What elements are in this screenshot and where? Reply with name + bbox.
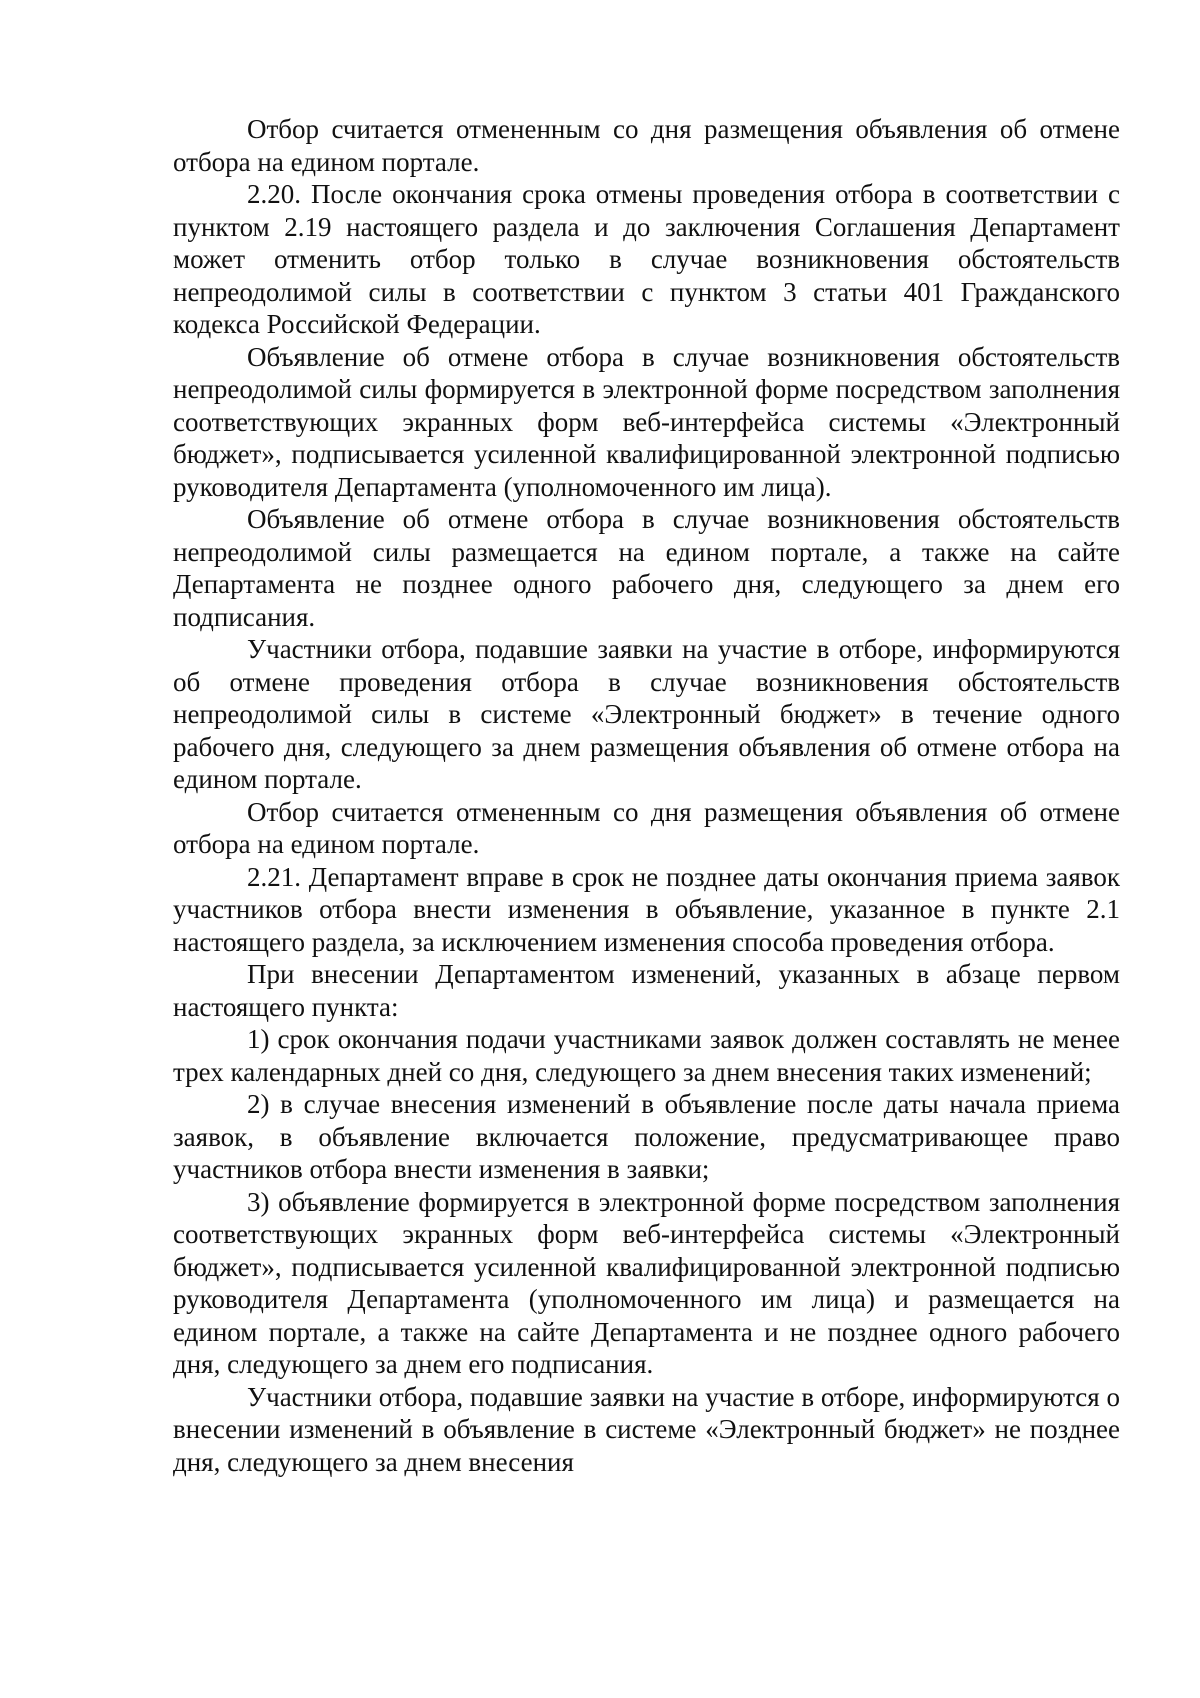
paragraph-selection-cancelled: Отбор считается отмененным со дня размещения объявления об отмене отбора на едином портале. xyxy=(173,114,1120,177)
paragraph-participants-informed-changes: Участники отбора, подавшие заявки на участие в отборе, информируются о внесении изменений в объявление в системе «Электронный бюджет» не позднее дня, следующего за днем внесения xyxy=(173,1381,1120,1477)
paragraph-changes-intro: При внесении Департаментом изменений, указанных в абзаце первом настоящего пункта: xyxy=(173,959,1120,1022)
paragraph-selection-cancelled-repeat: Отбор считается отмененным со дня размещения объявления об отмене отбора на едином портале. xyxy=(173,796,1120,859)
paragraph-cancellation-notice-publication: Объявление об отмене отбора в случае возникновения обстоятельств непреодолимой силы размещается на едином портале, а также на сайте Департамента не позднее одного рабочего дня, следующего за днем его подписания. xyxy=(173,504,1120,632)
list-item-3: 3) объявление формируется в электронной форме посредством заполнения соответствующих экранных форм веб-интерфейса системы «Электронный бюджет», подписывается усиленной квалифицированной электронной подписью руководителя Департамента (уполномоченного им лица) и размещается на едином портале, а также на сайте Департамента и не позднее одного рабочего дня, следующего за днем его подписания. xyxy=(173,1186,1120,1379)
list-item-1: 1) срок окончания подачи участниками заявок должен составлять не менее трех календарных дней со дня, следующего за днем внесения таких изменений; xyxy=(173,1024,1120,1087)
paragraph-participants-informed-cancellation: Участники отбора, подавшие заявки на участие в отборе, информируются об отмене проведения отбора в случае возникновения обстоятельств непреодолимой силы в системе «Электронный бюджет» в течение одного рабочего дня, следующего за днем размещения объявления об отмене отбора на едином портале. xyxy=(173,634,1120,794)
paragraph-cancellation-notice-form: Объявление об отмене отбора в случае возникновения обстоятельств непреодолимой силы формируется в электронной форме посредством заполнения соответствующих экранных форм веб-интерфейса системы «Электронный бюджет», подписывается усиленной квалифицированной электронной подписью руководителя Департамента (уполномоченного им лица). xyxy=(173,341,1120,502)
list-item-2: 2) в случае внесения изменений в объявление после даты начала приема заявок, в объявление включается положение, предусматривающее право участников отбора внести изменения в заявки; xyxy=(173,1089,1120,1184)
paragraph-clause-2-21: 2.21. Департамент вправе в срок не позднее даты окончания приема заявок участников отбора внести изменения в объявление, указанное в пункте 2.1 настоящего раздела, за исключением изменения способа проведения отбора. xyxy=(173,861,1120,957)
document-body xyxy=(173,113,1120,1478)
paragraph-clause-2-20: 2.20. После окончания срока отмены проведения отбора в соответствии с пунктом 2.19 настоящего раздела и до заключения Соглашения Департамент может отменить отбор только в случае возникновения обстоятельств непреодолимой силы в соответствии с пунктом 3 статьи 401 Гражданского кодекса Российской Федерации. xyxy=(173,179,1120,339)
